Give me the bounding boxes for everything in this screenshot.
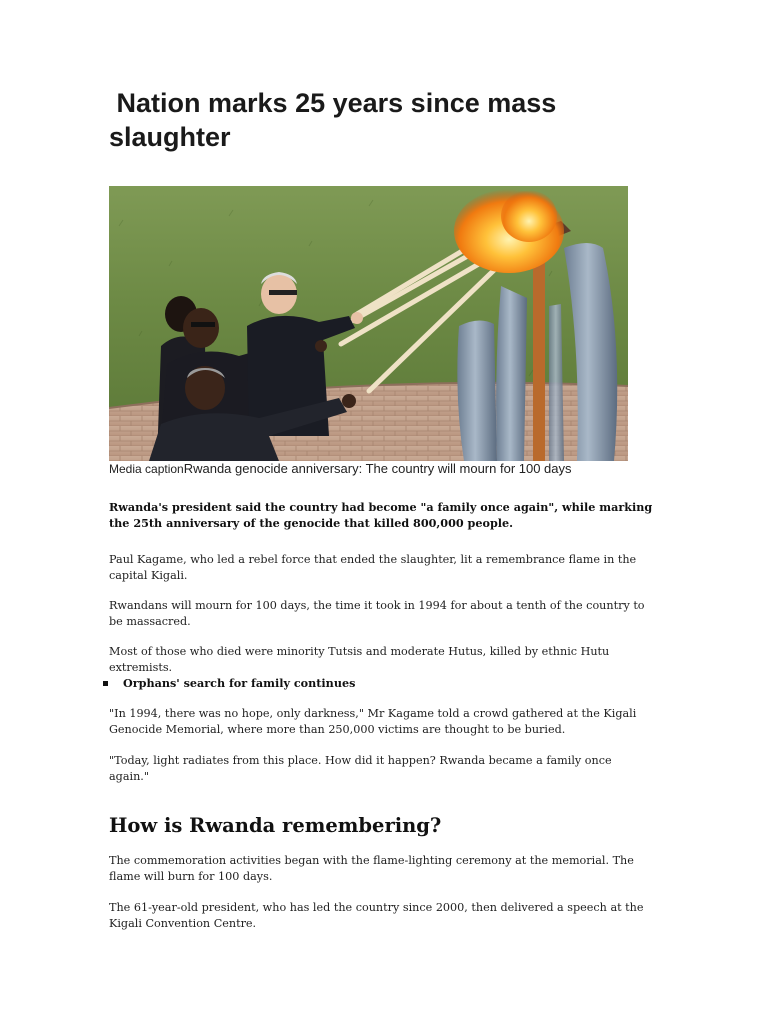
- related-link-label: Orphans' search for family continues: [123, 676, 356, 690]
- section-paragraph: The 61-year-old president, who has led the country since 2000, then delivered a speech at the Kigali Convention Centre.: [109, 901, 644, 930]
- bullet-icon: [103, 681, 108, 686]
- caption-text: Rwanda genocide anniversary: The country will mourn for 100 days: [183, 461, 572, 476]
- related-link[interactable]: [103, 676, 648, 692]
- image-caption: [109, 461, 654, 477]
- quote-paragraph: "In 1994, there was no hope, only darkness," Mr Kagame told a crowd gathered at the Kigali Genocide Memorial, where more than 250,000 victims are thought to be buried.: [109, 707, 637, 736]
- body-paragraph: Paul Kagame, who led a rebel force that ended the slaughter, lit a remembrance flame in the capital Kigali.: [109, 553, 637, 582]
- flame-lighting-photo: [109, 186, 628, 461]
- section-paragraph: The commemoration activities began with the flame-lighting ceremony at the memorial. The flame will burn for 100 days.: [109, 854, 634, 883]
- body-paragraph: Rwandans will mourn for 100 days, the time it took in 1994 for about a tenth of the country to be massacred.: [109, 599, 645, 628]
- section-heading: How is Rwanda remembering?: [109, 814, 442, 837]
- article-headline: Nation marks 25 years since mass slaughter: [109, 88, 564, 152]
- body-paragraph: Most of those who died were minority Tutsis and moderate Hutus, killed by ethnic Hutu extremists.: [109, 645, 610, 674]
- caption-label: Media caption: [109, 462, 184, 476]
- article-photo: [109, 186, 628, 461]
- quote-paragraph: "Today, light radiates from this place. How did it happen? Rwanda became a family once again.": [109, 754, 612, 783]
- lead-paragraph: Rwanda's president said the country had become "a family once again", while marking the 25th anniversary of the genocide that killed 800,000 people.: [109, 500, 653, 530]
